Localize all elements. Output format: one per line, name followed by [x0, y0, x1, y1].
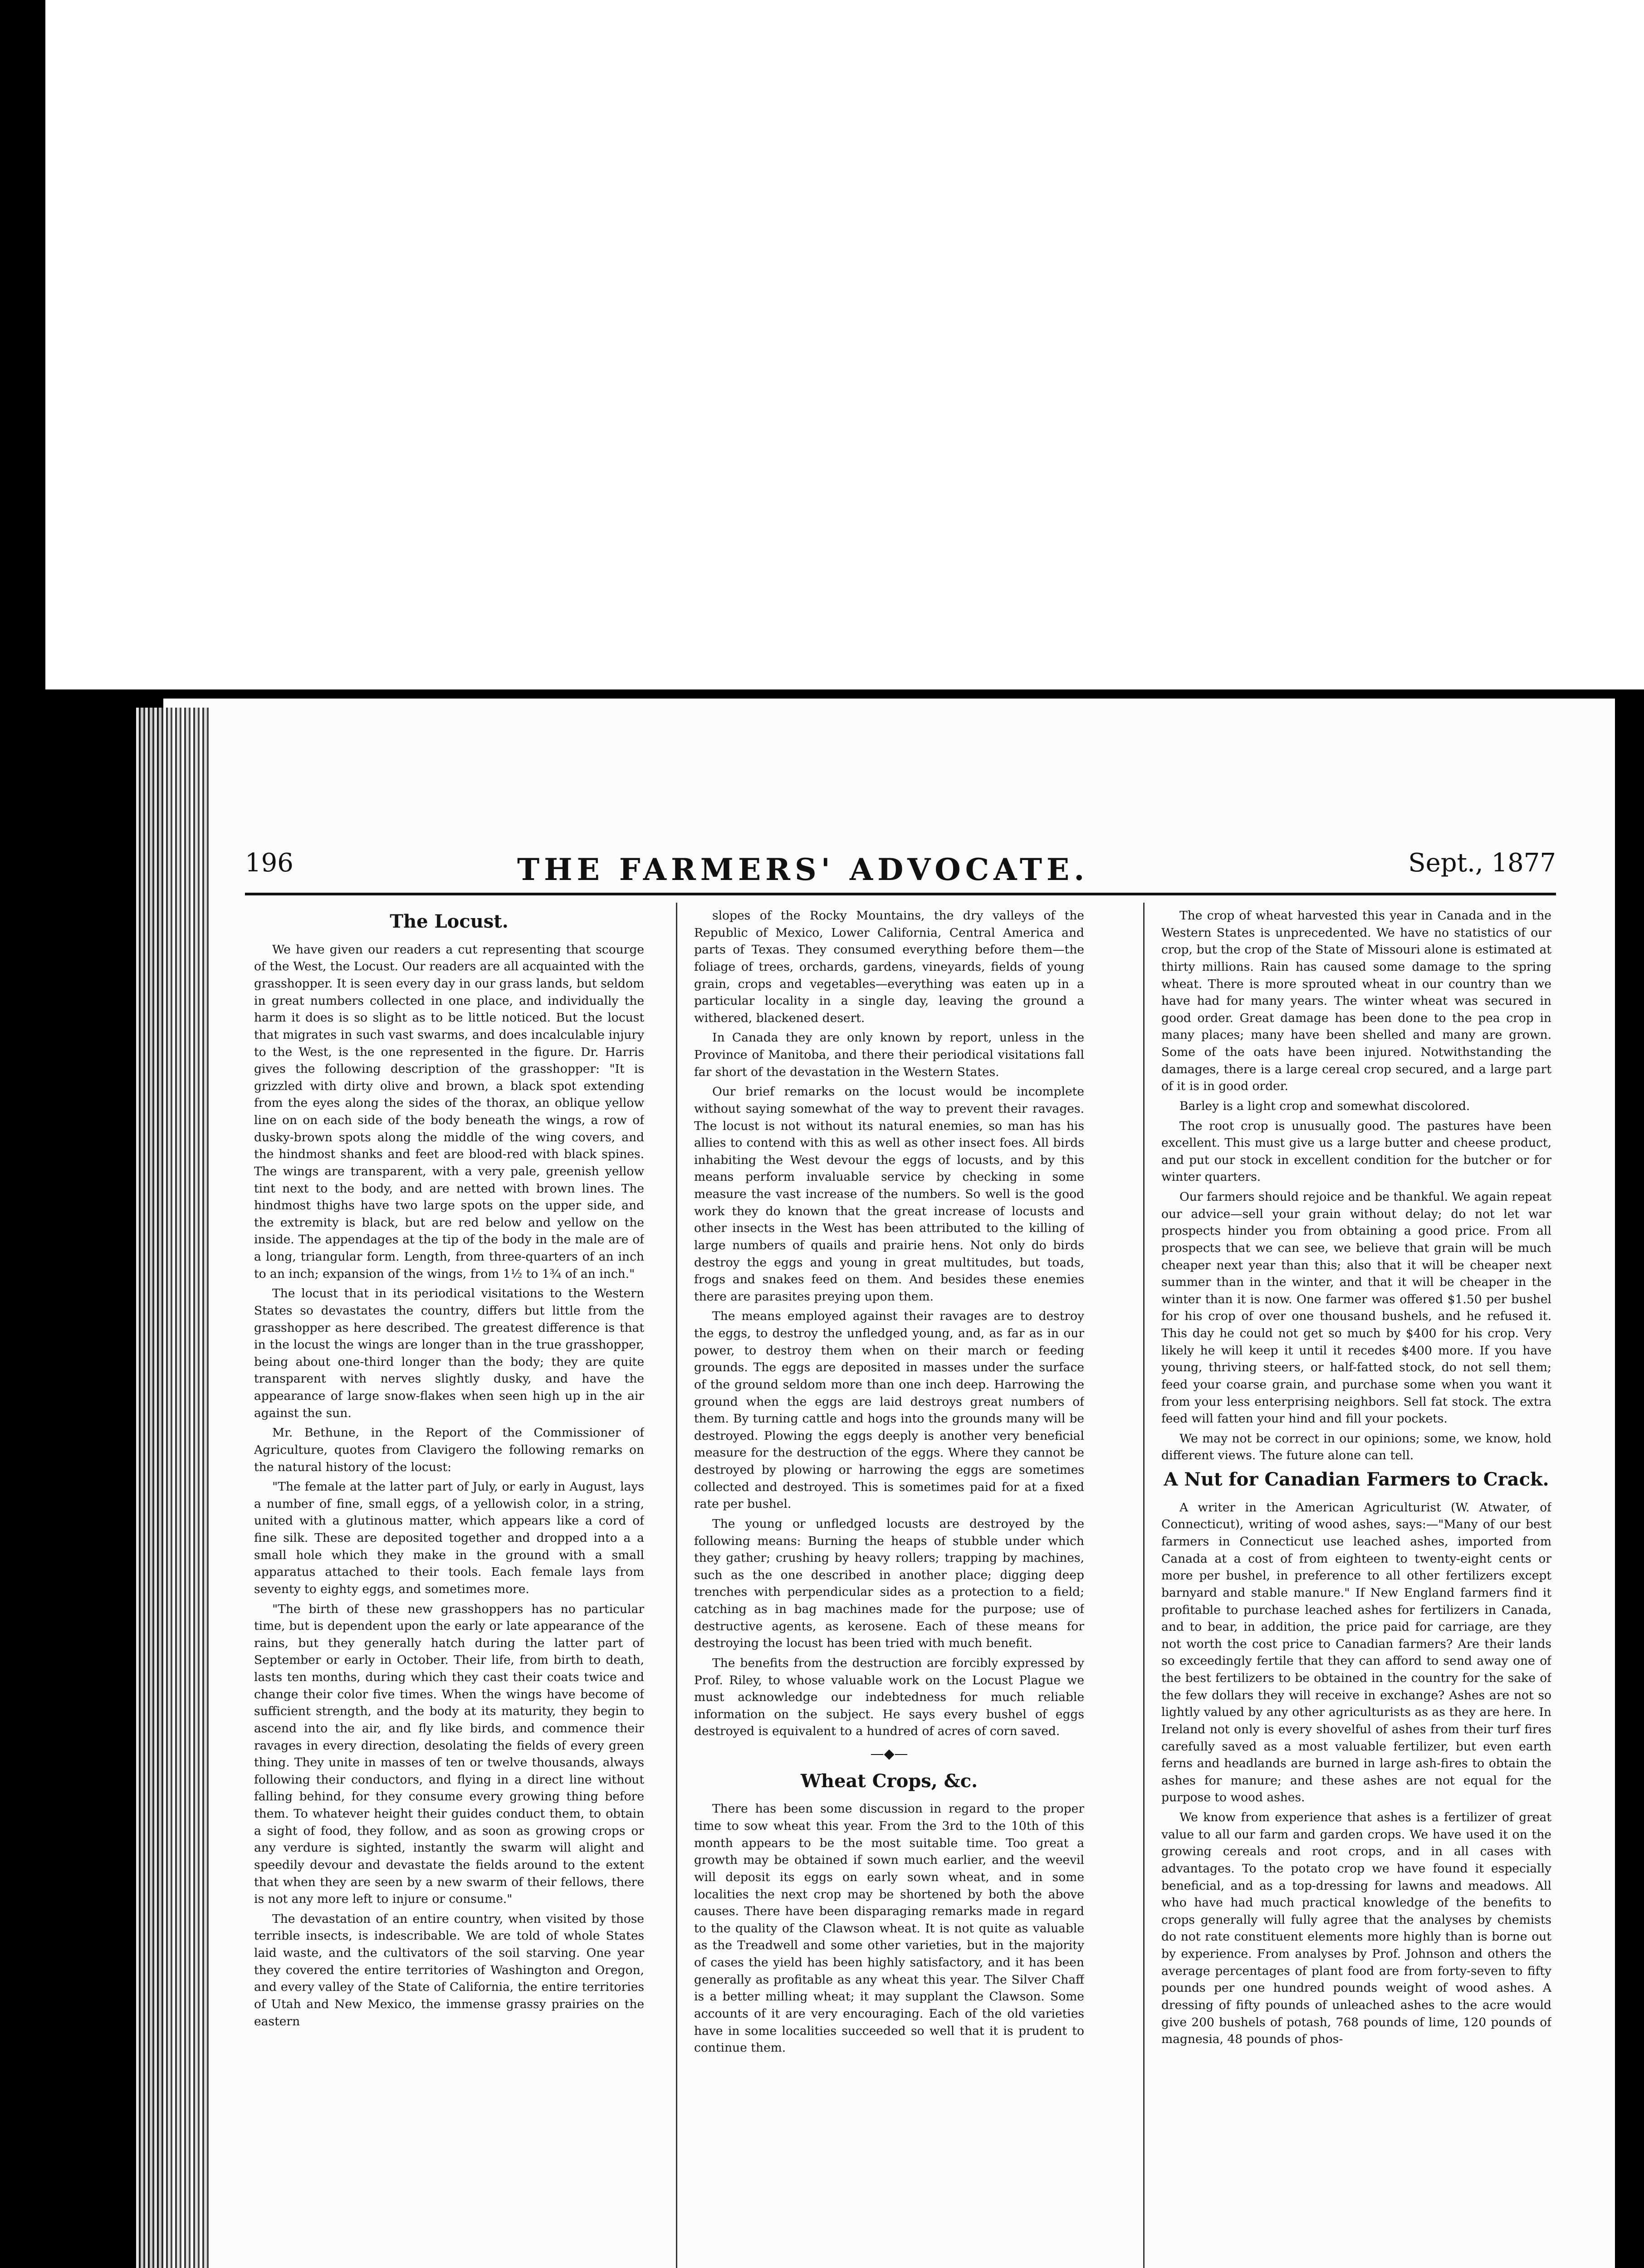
paragraph: Our farmers should rejoice and be thankful. We again repeat our advice—sell your grain without delay; do not let war prospects hinder you from obtaining a good price. From all prospects that we can see, we believe that grain will be much cheaper next year than this; also that it will be cheaper next summer than in the winter, and that it will be cheaper in the winter than it is now. One farmer was offered $1.50 per bushel for his crop of over one thousand bushels, and he refused it. This day he could not get so much by $400 for his crop. Very likely he will keep it until it recedes $400 more. If you have young, thriving steers, or half-fatted stock, do not sell them; feed your coarse grain, and purchase some when you want it from your less enterprising neighbors. Sell fat stock. The extra feed will fatten your hind and fill your pockets.	[1161, 1190, 1551, 1426]
page-number: 196	[245, 848, 294, 878]
column-rule	[1143, 903, 1145, 2268]
scan-background	[45, 0, 1644, 689]
column-3	[1161, 907, 1551, 2268]
scan-border	[0, 0, 45, 2268]
paragraph: The root crop is unusually good. The pastures have been excellent. This must give us a large butter and cheese product, and put our stock in excellent condition for the butcher or for winter quarters.	[1161, 1119, 1551, 1184]
paragraph: The young or unfledged locusts are destroyed by the following means: Burning the heaps of stubble under which they gather; crushing by heavy rollers; trapping by machines, such as the one described in another place; digging deep trenches with perpendicular sides as a protection to a field; catching as in bag machines made for the purpose; use of destructive agents, as kerosene. Each of these means for destroying the locust has been tried with much benefit.	[694, 1516, 1084, 1651]
book-binding	[136, 708, 209, 2268]
paragraph: The locust that in its periodical visitations to the Western States so devastates the country, differs but little from the grasshopper as here described. The greatest difference is that in the locust the wings are longer than in the true grasshopper, being about one-third longer than the body; they are quite transparent with nerves slightly dusky, and have the appearance of large snow-flakes when seen high up in the air against the sun.	[254, 1286, 644, 1420]
paragraph: A writer in the American Agriculturist (W. Atwater, of Connecticut), writing of wood ashes, says:—"Many of our best farmers in Connecticut use leached ashes, imported from Canada at a cost of from eighteen to twenty-eight cents or more per bushel, in preference to all other fertilizers except barnyard and stable manure." If New England farmers find it profitable to purchase leached ashes for fertilizers in Canada, and to bear, in addition, the price paid for carriage, are they not worth the cost price to Canadian farmers? Are their lands so exceedingly fertile that they can afford to send away one of the best fertilizers to be obtained in the country for the sake of the few dollars they will receive in exchange? Ashes are not so lightly valued by any other agriculturists as as they are here. In Ireland not only is every shovelful of ashes from their turf fires carefully saved as a most valuable fertilizer, but even earth ferns and headlands are burned in large ash-fires to obtain the ashes for manure; and these ashes are not equal for the purpose to wood ashes.	[1161, 1500, 1551, 1805]
paragraph: "The birth of these new grasshoppers has no particular time, but is dependent upon the early or late appearance of the rains, but they generally hatch during the latter part of September or early in October. Their life, from birth to death, lasts ten months, during which they cast their coats twice and change their color five times. When the wings have become of sufficient strength, and the body at its maturity, they begin to ascend into the air, and fly like birds, and commence their ravages in every direction, desolating the fields of every green thing. They unite in masses of ten or twelve thousands, always following their conductors, and flying in a direct line without falling behind, for they consume every growing thing before them. To whatever height their guides conduct them, to obtain a sight of food, they follow, and as soon as growing crops or any verdure is sighted, instantly the swarm will alight and speedily devour and devastate the fields around to the extent that when they are seen by a new swarm of their fellows, there is not any more left to injure or consume."	[254, 1602, 644, 1906]
paragraph: "The female at the latter part of July, or early in August, lays a number of fine, small eggs, of a yellowish color, in a string, united with a glutinous matter, which appears like a cord of fine silk. These are deposited together and dropped into a a small hole which they make in the ground with a small apparatus attached to their tools. Each female lays from seventy to eighty eggs, and sometimes more.	[254, 1480, 644, 1596]
column-rule	[676, 903, 677, 2268]
paragraph: Mr. Bethune, in the Report of the Commissioner of Agriculture, quotes from Clavigero the following remarks on the natural history of the locust:	[254, 1426, 644, 1474]
column-1	[254, 907, 644, 2268]
paragraph: The devastation of an entire country, when visited by those terrible insects, is indescribable. We are told of whole States laid waste, and the cultivators of the soil starving. One year they covered the entire territories of Washington and Oregon, and every valley of the State of California, the entire territories of Utah and New Mexico, the immense grassy prairies on the eastern	[254, 1911, 644, 2028]
article-title-locust: The Locust.	[390, 911, 509, 932]
paragraph: There has been some discussion in regard to the proper time to sow wheat this year. From the 3rd to the 10th of this month appears to be the most suitable time. Too great a growth may be obtained if sown much earlier, and the weevil will deposit its eggs on early sown wheat, and in some localities the next crop may be shortened by both the above causes. There have been disparaging remarks made in regard to the quality of the Clawson wheat. It is not quite as valuable as the Treadwell and some other varieties, but in the majority of cases the yield has been highly satisfactory, and it has been generally as profitable as any wheat this year. The Silver Chaff is a better milling wheat; it may supplant the Clawson. Some accounts of it are very encouraging. Each of the old varieties have in some localities succeeded so well that it is prudent to continue them.	[694, 1802, 1084, 2055]
paragraph: We know from experience that ashes is a fertilizer of great value to all our farm and garden crops. We have used it on the growing cereals and root crops, and in all cases with advantages. To the potato crop we have found it especially beneficial, and as a top-dressing for lawns and meadows. All who have had much practical knowledge of the benefits to crops generally will fully agree that the analyses by chemists do not rate constituent elements more highly than is borne out by experience. From analyses by Prof. Johnson and others the average percentages of plant food are from forty-seven to fifty pounds per one hundred pounds weight of wood ashes. A dressing of fifty pounds of unleached ashes to the acre would give 200 bushels of potash, 768 pounds of lime, 120 pounds of magnesia, 48 pounds of phos-	[1161, 1810, 1551, 2047]
article-title-wheat: Wheat Crops, &c.	[800, 1770, 978, 1792]
paragraph: We may not be correct in our opinions; some, we know, hold different views. The future alone can tell.	[1161, 1431, 1551, 1463]
paragraph: The benefits from the destruction are forcibly expressed by Prof. Riley, to whose valuable work on the Locust Plague we must acknowledge our indebtedness for much reliable information on the subject. He says every bushel of eggs destroyed is equivalent to a hundred of acres of corn saved.	[694, 1656, 1084, 1739]
paragraph: The crop of wheat harvested this year in Canada and in the Western States is unprecedented. We have no statistics of our crop, but the crop of the State of Missouri alone is estimated at thirty millions. Rain has caused some damage to the spring wheat. There is more sprouted wheat in our country than we have had for many years. The winter wheat was secured in good order. Great damage has been done to the pea crop in many places; many have been shelled and many are grown. Some of the oats have been injured. Notwithstanding the damages, there is a large cereal crop secured, and a large part of it is in good order.	[1161, 909, 1551, 1094]
paragraph: slopes of the Rocky Mountains, the dry valleys of the Republic of Mexico, Lower California, Central America and parts of Texas. They consumed everything before them—the foliage of trees, orchards, gardens, vineyards, fields of young grain, crops and vegetables—everything was eaten up in a particular locality in a single day, leaving the ground a withered, blackened desert.	[694, 909, 1084, 1025]
page-header	[245, 848, 1556, 885]
section-separator: —◆—	[870, 1746, 908, 1762]
column-2	[694, 907, 1084, 2268]
paragraph: Our brief remarks on the locust would be incomplete without saying somewhat of the way to prevent their ravages. The locust is not without its natural enemies, so man has his allies to contend with this as well as other insect foes. All birds inhabiting the West devour the eggs of locusts, and by this means perform invaluable service by checking in some measure the vast increase of the numbers. So well is the good work they do known that the great increase of locusts and other insects in the West has been attributed to the killing of large numbers of quails and prairie hens. Not only do birds destroy the eggs and young in great multitudes, but toads, frogs and snakes feed on them. And besides these enemies there are parasites preying upon them.	[694, 1085, 1084, 1304]
header-rule	[245, 893, 1556, 895]
masthead: THE FARMERS' ADVOCATE.	[517, 852, 1089, 887]
paragraph: We have given our readers a cut representing that scourge of the West, the Locust. Our readers are all acquainted with the grasshopper. It is seen every day in our grass lands, but seldom in great numbers collected in one place, and individually the harm it does is so slight as to be little noticed. But the locust that migrates in such vast swarms, and does incalculable injury to the West, is the one represented in the figure. Dr. Harris gives the following description of the grasshopper: "It is grizzled with dirty olive and brown, a black spot extending from the eyes along the sides of the thorax, an oblique yellow line on on each side of the body beneath the wings, a row of dusky-brown spots along the middle of the wing covers, and the hindmost shanks and feet are blood-red with black spines. The wings are transparent, with a very pale, greenish yellow tint next to the body, and are netted with brown lines. The hindmost thighs have two large spots on the upper side, and the extremity is black, but are red below and yellow on the inside. The appendages at the tip of the body in the male are of a long, triangular form. Length, from three-quarters of an inch to an inch; expansion of the wings, from 1½ to 1¾ of an inch."	[254, 942, 644, 1281]
paragraph: In Canada they are only known by report, unless in the Province of Manitoba, and there their periodical visitations fall far short of the devastation in the Western States.	[694, 1031, 1084, 1079]
paragraph: The means employed against their ravages are to destroy the eggs, to destroy the unfledged young, and, as far as in our power, to destroy them when on their march or feeding grounds. The eggs are deposited in masses under the surface of the ground seldom more than one inch deep. Harrowing the ground when the eggs are laid destroys great numbers of them. By turning cattle and hogs into the grounds many will be destroyed. Plowing the eggs deeply is another very beneficial measure for the destruction of the eggs. Where they cannot be destroyed by plowing or harrowing the eggs are sometimes collected and destroyed. This is sometimes paid for at a fixed rate per bushel.	[694, 1309, 1084, 1511]
paragraph: Barley is a light crop and somewhat discolored.	[1179, 1099, 1470, 1113]
article-title-nut: A Nut for Canadian Farmers to Crack.	[1164, 1469, 1549, 1490]
issue-date: Sept., 1877	[1408, 848, 1556, 878]
